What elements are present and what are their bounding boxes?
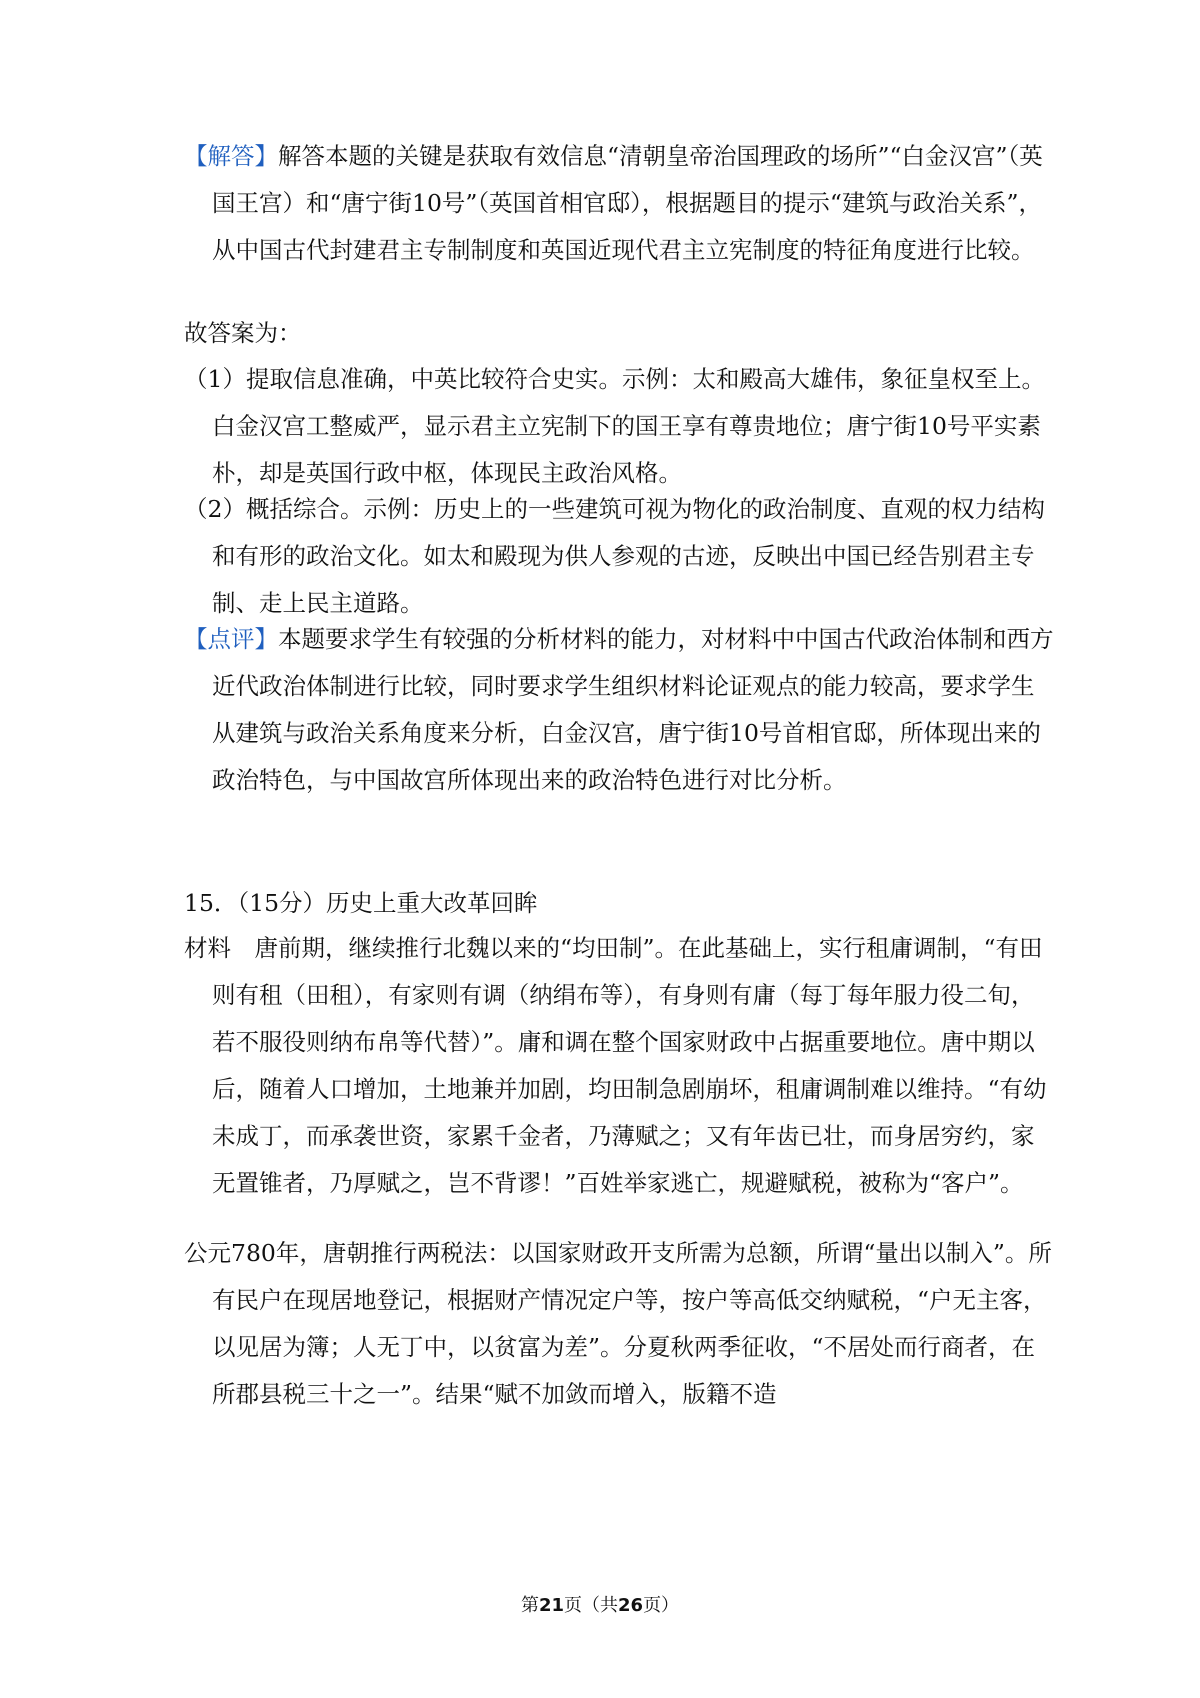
jieda-tag: 【解答】 bbox=[184, 142, 278, 170]
footer-total-pages: 26 bbox=[618, 1595, 644, 1616]
footer-middle: 页（共 bbox=[564, 1595, 618, 1616]
material-paragraph-1: 材料 唐前期，继续推行北魏以来的“均田制”。在此基础上，实行租庸调制，“有田则有租（田租），有家则有调（纳绢布等），有身则有庸（每丁每年服力役二旬，若不服役则纳布帛等代替）”。庸和调在整个国家财政中占据重要地位。唐中期以后，随着人口增加，土地兼并加剧，均田制急剧崩坏，租庸调制难以维持。“有幼未成丁，而承袭世资，家累千金者，乃薄赋之；又有年齿已壮，而身居穷约，家无置锥者，乃厚赋之，岂不背谬！”百姓举家逃亡，规避赋税，被称为“客户”。 bbox=[184, 934, 1047, 1197]
page-footer bbox=[0, 1594, 1200, 1618]
dianping-text: 本题要求学生有较强的分析材料的能力，对材料中中国古代政治体制和西方近代政治体制进行比较，同时要求学生组织材料论证观点的能力较高，要求学生从建筑与政治关系角度来分析，白金汉宫，唐宁街10号首相官邸，所体现出来的政治特色，与中国故宫所体现出来的政治特色进行对比分析。 bbox=[212, 625, 1054, 794]
footer-page-number: 21 bbox=[538, 1595, 564, 1616]
answer-intro: 故答案为： bbox=[184, 319, 302, 347]
jieda-paragraph bbox=[184, 133, 1054, 274]
jieda-text: 解答本题的关键是获取有效信息“清朝皇帝治国理政的场所”“白金汉宫”（英国王宫）和“唐宁街10号”（英国首相官邸），根据题目的提示“建筑与政治关系”，从中国古代封建君主专制制度和英国近现代君主立宪制度的特征角度进行比较。 bbox=[212, 142, 1043, 264]
dianping-tag: 【点评】 bbox=[184, 625, 278, 653]
answer-item-1: （1）提取信息准确，中英比较符合史实。示例：太和殿高大雄伟，象征皇权至上。白金汉宫工整威严，显示君主立宪制下的国王享有尊贵地位；唐宁街10号平实素朴，却是英国行政中枢，体现民主政治风格。 bbox=[184, 365, 1045, 487]
footer-prefix: 第 bbox=[520, 1595, 539, 1616]
footer-suffix: 页） bbox=[643, 1595, 680, 1616]
dianping-paragraph bbox=[184, 616, 1054, 804]
question-15-title: 15．（15分）历史上重大改革回眸 bbox=[184, 889, 538, 917]
material-paragraph-2: 公元780年，唐朝推行两税法：以国家财政开支所需为总额，所谓“量出以制入”。所有民户在现居地登记，根据财产情况定户等，按户等高低交纳赋税，“户无主客，以见居为簿；人无丁中，以贫富为差”。分夏秋两季征收，“不居处而行商者，在所郡县税三十之一”。结果“赋不加敛而增入，版籍不造 bbox=[184, 1239, 1052, 1408]
answer-item-2: （2）概括综合。示例：历史上的一些建筑可视为物化的政治制度、直观的权力结构和有形的政治文化。如太和殿现为供人参观的古迹，反映出中国已经告别君主专制、走上民主道路。 bbox=[184, 495, 1045, 617]
